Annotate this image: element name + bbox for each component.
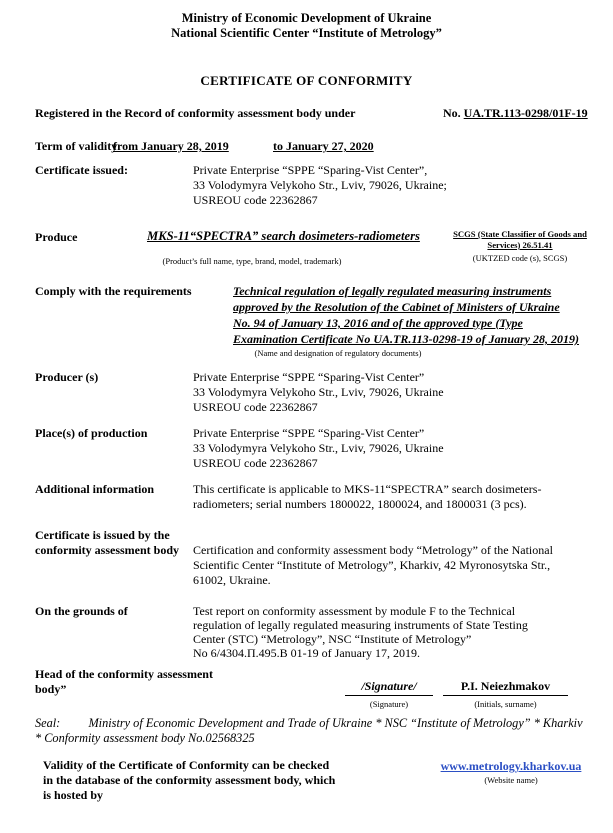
signature-placeholder: /Signature/ <box>345 679 433 696</box>
scgs-code <box>432 229 608 251</box>
issued-by-label <box>35 528 179 558</box>
seal-prefix: Seal: <box>35 716 61 730</box>
comply-line: No. 94 of January 13, 2016 and of the approved type (Type <box>233 316 523 330</box>
producer-line: Private Enterprise “SPPE “Sparing-Vist Center” <box>193 370 425 384</box>
certificate-issued-label: Certificate issued: <box>35 163 128 177</box>
scgs-code-line: Services) 26.51.41 <box>487 240 553 250</box>
comply-text <box>233 283 579 347</box>
comply-line: Technical regulation of legally regulated measuring instruments <box>233 284 552 298</box>
head-label-line: Head of the conformity assessment <box>35 667 213 681</box>
issued-to-line: 33 Volodymyra Velykoho Str., Lviv, 79026, Ukraine; <box>193 178 447 192</box>
head-label-line: body” <box>35 682 67 696</box>
additional-info-text <box>193 482 541 512</box>
issued-to-line: Private Enterprise “SPPE “Sparing-Vist Center”, <box>193 163 428 177</box>
certificate-issued-text <box>193 163 447 208</box>
registered-label: Registered in the Record of conformity assessment body under <box>35 106 356 120</box>
registration-number-prefix: No. <box>443 106 461 120</box>
producer-line: 33 Volodymyra Velykoho Str., Lviv, 79026, Ukraine <box>193 385 444 399</box>
scgs-caption: (UKTZED code (s), SCGS) <box>472 253 568 263</box>
grounds-text <box>193 604 528 660</box>
place-line: Private Enterprise “SPPE “Sparing-Vist Center” <box>193 426 425 440</box>
issued-by-line: Certification and conformity assessment body “Metrology” of the National <box>193 543 553 557</box>
grounds-label: On the grounds of <box>35 604 128 618</box>
place-of-production-text <box>193 426 444 471</box>
place-of-production-label: Place(s) of production <box>35 426 148 440</box>
producer-label: Producer (s) <box>35 370 99 384</box>
institute-header: National Scientific Center “Institute of Metrology” <box>171 26 442 40</box>
ministry-header: Ministry of Economic Development of Ukraine <box>181 11 432 25</box>
comply-label: Comply with the requirements <box>35 284 192 298</box>
issued-by-line: Scientific Center “Institute of Metrology”, Kharkiv, 42 Myronosytska Str., <box>193 558 551 572</box>
grounds-line: No 6/4304.П.495.В 01-19 of January 17, 2019. <box>193 646 420 660</box>
seal-line1: Ministry of Economic Development and Trade of Ukraine * NSC “Institute of Metrology” * Kharkiv <box>88 716 583 730</box>
scgs-code-line: SCGS (State Classifier of Goods and <box>453 229 587 239</box>
issued-by-line: 61002, Ukraine. <box>193 573 271 587</box>
grounds-line: Center (STC) “Metrology”, NSC “Institute of Metrology” <box>193 632 472 646</box>
producer-line: USREOU code 22362867 <box>193 400 318 414</box>
additional-info-label: Additional information <box>35 482 155 496</box>
grounds-line: regulation of legally regulated measuring instruments of State Testing <box>193 618 528 632</box>
validity-from: from January 28, 2019 <box>113 139 229 153</box>
comply-line: approved by the Resolution of the Cabinet of Ministers of Ukraine <box>233 300 560 314</box>
signatory-name: P.I. Neiezhmakov <box>443 679 568 696</box>
website-link[interactable]: www.metrology.kharkov.ua <box>440 759 582 773</box>
website-caption: (Website name) <box>484 775 538 785</box>
place-line: USREOU code 22362867 <box>193 456 318 470</box>
product-caption: (Product’s full name, type, brand, model, trademark) <box>162 256 342 266</box>
issued-to-line: USREOU code 22362867 <box>193 193 318 207</box>
validity-note <box>43 758 335 803</box>
produce-label: Produce <box>35 230 78 244</box>
validity-note-line: Validity of the Certificate of Conformity can be checked <box>43 758 330 772</box>
producer-text <box>193 370 444 415</box>
validity-note-line: in the database of the conformity assessment body, which <box>43 773 336 787</box>
signatory-name-caption: (Initials, surname) <box>474 699 537 709</box>
seal-line2: * Conformity assessment body No.02568325 <box>35 731 255 745</box>
seal-text <box>35 716 605 731</box>
validity-to: to January 27, 2020 <box>273 139 374 153</box>
comply-line: Examination Certificate No UA.TR.113-0298-19 of January 28, 2019) <box>233 332 580 346</box>
validity-note-line: is hosted by <box>43 788 104 802</box>
issued-by-label-line: Certificate is issued by the <box>35 528 170 542</box>
place-line: 33 Volodymyra Velykoho Str., Lviv, 79026, Ukraine <box>193 441 444 455</box>
additional-info-line: This certificate is applicable to MKS-11“SPECTRA” search dosimeters- <box>193 482 542 496</box>
comply-caption: (Name and designation of regulatory documents) <box>254 348 422 358</box>
term-of-validity-label: Term of validity <box>35 139 118 153</box>
issued-by-text <box>193 543 553 588</box>
signature-caption: (Signature) <box>369 699 409 709</box>
certificate-title: CERTIFICATE OF CONFORMITY <box>200 73 413 88</box>
product-name: MKS-11“SPECTRA” search dosimeters-radiometers <box>147 229 420 243</box>
additional-info-line: radiometers; serial numbers 1800022, 1800024, and 1800031 (3 pcs). <box>193 497 527 511</box>
registration-number-value: UA.TR.113-0298/01F-19 <box>463 106 588 120</box>
head-label <box>35 667 213 697</box>
issued-by-label-line: conformity assessment body <box>35 543 179 557</box>
registration-number <box>443 106 588 121</box>
grounds-line: Test report on conformity assessment by module F to the Technical <box>193 604 516 618</box>
